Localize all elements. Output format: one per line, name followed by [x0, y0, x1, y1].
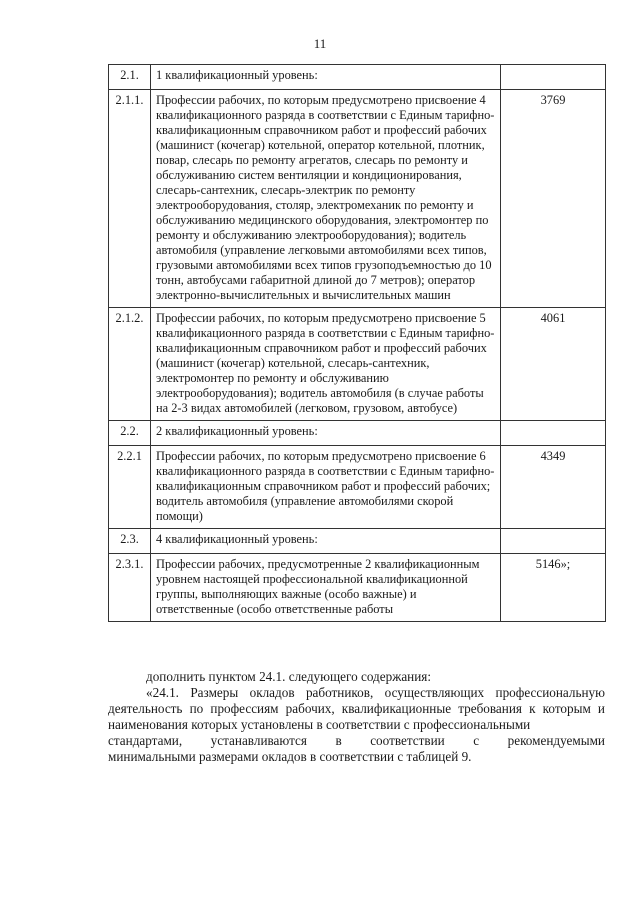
table-row: [109, 529, 606, 554]
row-text: 1 квалификационный уровень:: [151, 65, 501, 90]
amendment-intro: дополнить пунктом 24.1. следующего содержания:: [146, 669, 432, 684]
row-value: 3769: [501, 90, 606, 308]
table-row: [109, 554, 606, 622]
amendment-paragraph-line: стандартами, устанавливаются в соответствии с рекомендуемыми: [108, 733, 605, 748]
row-code: 2.1.2.: [109, 308, 151, 421]
row-code: 2.2.1: [109, 446, 151, 529]
amendment-paragraph: «24.1. Размеры окладов работников, осуществляющих профессиональную деятельность по профессиям рабочих, квалификационные требования к которым и наименования которых установлены в соответствии с профессиональными: [108, 685, 605, 732]
table-row: [109, 308, 606, 421]
salary-table: [108, 64, 606, 622]
row-text: 2 квалификационный уровень:: [151, 421, 501, 446]
row-value: [501, 421, 606, 446]
row-text: Профессии рабочих, по которым предусмотрено присвоение 5 квалификационного разряда в соответствии с Единым тарифно-квалификационным справочником работ и профессий рабочих (машинист (кочегар) котельной, слесарь-сантехник, электромонтер по ремонту и обслуживанию электрооборудования); водитель автомобиля (в случае работы на 2-3 видах автомобилей (легковом, грузовом, автобусе): [151, 308, 501, 421]
row-code: 2.1.: [109, 65, 151, 90]
page-number: 11: [313, 36, 327, 51]
row-value: 4349: [501, 446, 606, 529]
table-row: [109, 421, 606, 446]
amendment-text: [108, 669, 605, 765]
table-row: [109, 446, 606, 529]
row-code: 2.3.1.: [109, 554, 151, 622]
row-value: 4061: [501, 308, 606, 421]
row-code: 2.1.1.: [109, 90, 151, 308]
row-text: Профессии рабочих, предусмотренные 2 квалификационным уровнем настоящей профессиональной квалификационной группы, выполняющих важные (особо важные) и ответственные (особо ответственные работы: [151, 554, 501, 622]
row-text: 4 квалификационный уровень:: [151, 529, 501, 554]
row-value: [501, 65, 606, 90]
table-row: [109, 65, 606, 90]
amendment-paragraph-last: минимальными размерами окладов в соответствии с таблицей 9.: [108, 749, 472, 764]
row-value: [501, 529, 606, 554]
row-value: 5146»;: [501, 554, 606, 622]
row-text: Профессии рабочих, по которым предусмотрено присвоение 4 квалификационного разряда в соответствии с Единым тарифно-квалификационным справочником работ и профессий рабочих (машинист (кочегар) котельной, оператор котельной, плотник, повар, слесарь по ремонту агрегатов, слесарь по ремонту и обслуживанию систем вентиляции и кондиционирования, слесарь-сантехник, слесарь-электрик по ремонту электрооборудования, столяр, электромеханик по ремонту и обслуживанию медицинского оборудования, электромонтер по ремонту и обслуживанию электрооборудования); водитель автомобиля (управление легковыми автомобилями всех типов, грузовыми автомобилями всех типов грузоподъемностью до 10 тонн, автобусами габаритной длиной до 7 метров); оператор электронно-вычислительных и вычислительных машин: [151, 90, 501, 308]
row-code: 2.3.: [109, 529, 151, 554]
row-code: 2.2.: [109, 421, 151, 446]
table-row: [109, 90, 606, 308]
row-text: Профессии рабочих, по которым предусмотрено присвоение 6 квалификационного разряда в соответствии с Единым тарифно-квалификационным справочником работ и профессий рабочих; водитель автомобиля (управление автомобилями скорой помощи): [151, 446, 501, 529]
